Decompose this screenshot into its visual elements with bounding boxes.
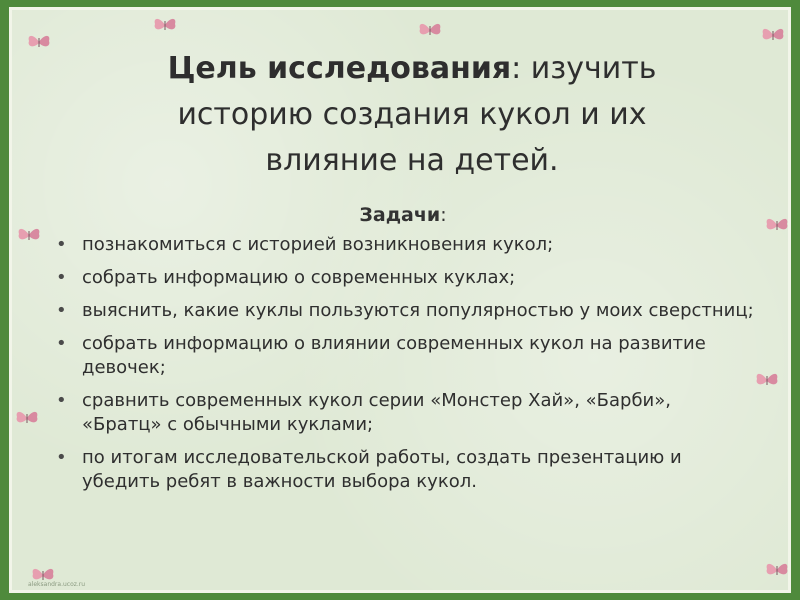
- tasks-heading-bold: Задачи: [359, 204, 441, 226]
- butterfly-icon: [760, 25, 786, 45]
- list-item: • по итогам исследовательской работы, создать презентацию и убедить ребят в важности выбора кукол.: [54, 446, 754, 494]
- title-rest: : изучить: [511, 51, 657, 86]
- list-item: • сравнить современных кукол серии «Монстер Хай», «Барби», «Братц» с обычными куклами;: [54, 389, 754, 437]
- butterfly-icon: [417, 20, 443, 40]
- butterfly-icon: [764, 560, 790, 580]
- list-item: • собрать информацию о влиянии современных кукол на развитие девочек;: [54, 332, 754, 380]
- butterfly-icon: [754, 370, 780, 390]
- butterfly-icon: [26, 32, 52, 52]
- slide-frame: [9, 7, 791, 593]
- tasks-heading-colon: :: [440, 204, 447, 226]
- butterfly-icon: [14, 408, 40, 428]
- butterfly-icon: [16, 225, 42, 245]
- list-item: • выяснить, какие куклы пользуются популярностью у моих сверстниц;: [54, 299, 754, 323]
- title-bold: Цель исследования: [167, 51, 512, 86]
- title-line3: влияние на детей.: [265, 143, 559, 178]
- task-list: [54, 233, 754, 503]
- butterfly-icon: [152, 15, 178, 35]
- list-item: • собрать информацию о современных куклах;: [54, 266, 754, 290]
- footer-url: aleksandra.ucoz.ru: [28, 581, 86, 588]
- slide-title: [72, 46, 752, 184]
- tasks-heading: [9, 203, 791, 227]
- title-line2: историю создания кукол и их: [177, 97, 647, 132]
- list-item: • познакомиться с историей возникновения кукол;: [54, 233, 754, 257]
